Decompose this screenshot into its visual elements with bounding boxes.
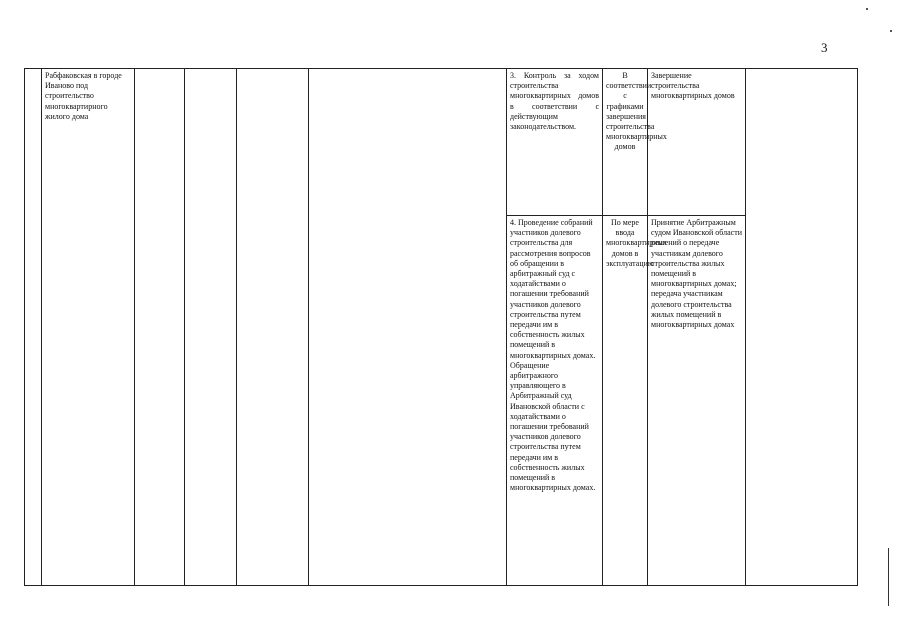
table-cell-empty (746, 69, 858, 586)
scan-speck (890, 30, 892, 32)
table-cell-empty (185, 69, 237, 586)
table-cell-step (507, 216, 603, 586)
plan-table (24, 68, 858, 586)
result-text: Принятие Арбитражным судом Ивановской области решений о передаче участникам долевого строительства жилых помещений в многоквартирных домах; передача участникам долевого строительства жилых помещений в многоквартирных домах (651, 218, 742, 330)
table-cell-object-name (42, 69, 135, 586)
table-cell-result (648, 216, 746, 586)
result-text: Завершение строительства многоквартирных домов (651, 71, 735, 101)
deadline-text: В соответствии с графиками завершения строительства многоквартирных домов (606, 71, 667, 152)
scan-speck (866, 8, 868, 10)
step-text: 4. Проведение собраний участников долевого строительства для рассмотрения вопросов об обращении в арбитражный суд с ходатайствами о погашении требований участников долевого строительства путем передачи им в собственность жилых помещений в многоквартирных домах. Обращение арбитражного управляющего в Арбитражный суд Ивановской области с ходатайствами о погашении требований участников долевого строительства путем передачи им в собственность жилых помещений в многоквартирных домах. (510, 218, 596, 493)
table-cell-deadline (603, 69, 667, 216)
table-cell-step (507, 69, 603, 216)
object-name-text: Рабфаковская в городе Иваново под строительство многоквартирного жилого дома (45, 71, 122, 121)
deadline-text: По мере ввода многоквартирных домов в эксплуатацию (606, 218, 667, 268)
table-cell-empty (135, 69, 185, 586)
table-cell-empty (237, 69, 309, 586)
table-cell-result (648, 69, 746, 216)
table-cell-empty (309, 69, 507, 586)
table-cell-index (25, 69, 42, 586)
table-cell-deadline (603, 216, 667, 586)
scan-edge-line (888, 548, 889, 606)
step-text: 3. Контроль за ходом строительства многоквартирных домов в соответствии с действующим законодательством. (510, 71, 599, 132)
page-number: 3 (821, 40, 828, 55)
